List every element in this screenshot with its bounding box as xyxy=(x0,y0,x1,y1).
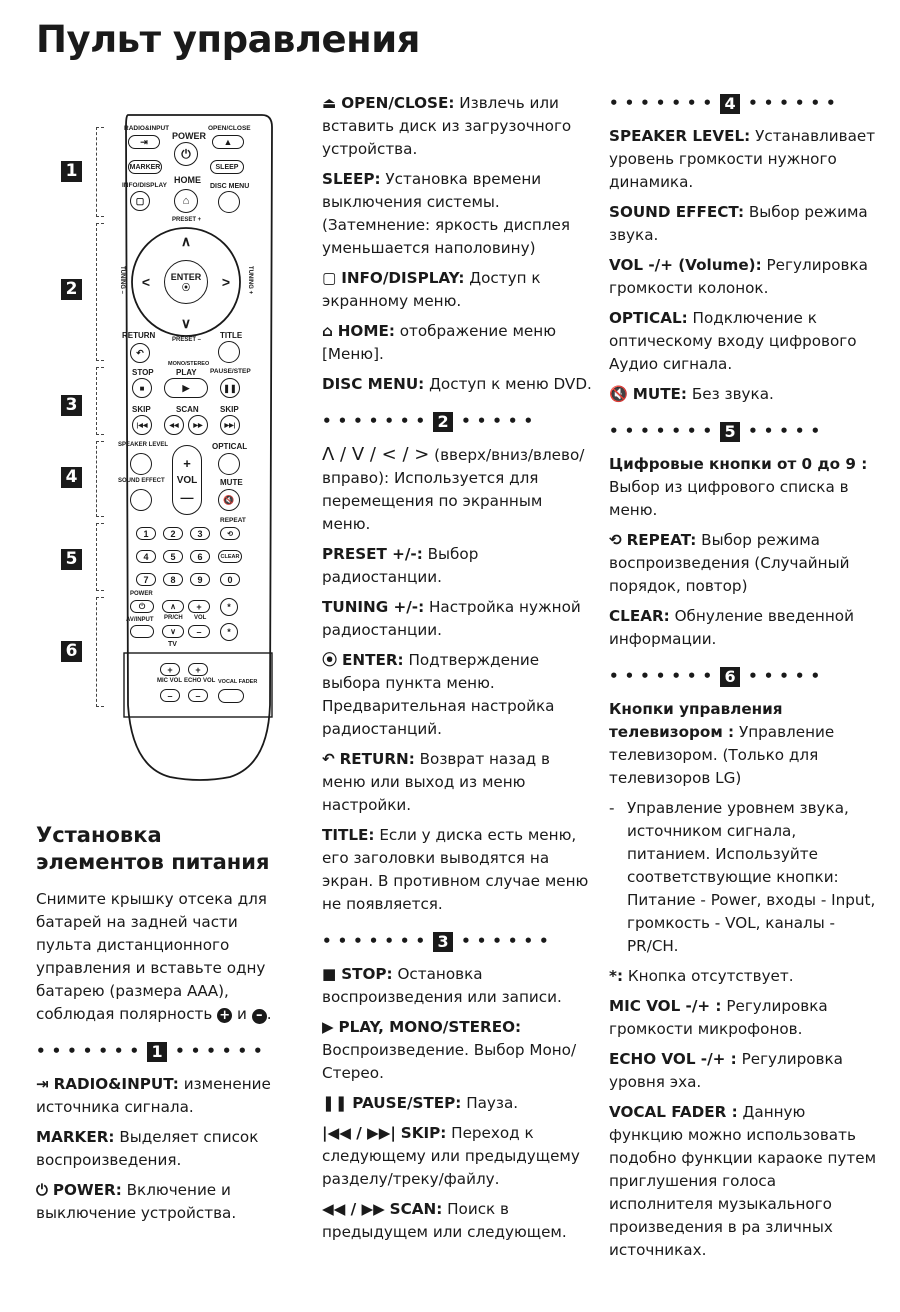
item-preset: PRESET +/-: Выбор радиостанции. xyxy=(322,545,479,586)
item-tv-controls: Кнопки управления телевизором : Управление телевизором. (Только для телевизоров LG) xyxy=(609,700,835,787)
item-radio-input: ⇥ RADIO&INPUT: изменение источника сигнала. xyxy=(36,1075,271,1116)
vocal-fader-label: VOCAL FADER xyxy=(218,679,258,685)
divider-dots: •••••• xyxy=(461,932,555,950)
sleep-button[interactable]: SLEEP xyxy=(210,160,244,174)
digit-4-button[interactable]: 4 xyxy=(136,550,156,563)
repeat-label: REPEAT xyxy=(220,517,246,524)
item-tv-controls-detail: - Управление уровнем звука, источником сигнала, питанием. Используйте соответствующие кнопки: Питание - Power, входы - Input, громкость - VOL, каналы - PR/CH. xyxy=(609,799,876,955)
power-icon: ⏻ xyxy=(36,1181,49,1199)
play-label: PLAY xyxy=(176,368,197,377)
digit-6-button[interactable]: 6 xyxy=(190,550,210,563)
play-icon: ▶ xyxy=(322,1018,334,1036)
pause-step-label: PAUSE/STEP xyxy=(210,368,251,375)
tv-vol-up-button[interactable]: + xyxy=(188,600,210,613)
info-display-button[interactable]: ▢ xyxy=(130,191,150,211)
title-label: TITLE xyxy=(220,331,243,340)
item-power: ⏻ POWER: Включение и выключение устройства. xyxy=(36,1181,237,1222)
item-arrows: Λ / V / < / > (вверх/вниз/влево/вправо): Используется для перемещения по экранным меню. xyxy=(322,444,585,533)
group-number-2: 2 xyxy=(61,279,82,300)
group-number-1: 1 xyxy=(61,161,82,182)
scan-label: SCAN xyxy=(176,405,199,414)
item-sleep: SLEEP: Установка времени выключения системы. (Затемнение: яркость дисплея уменьшается наполовину) xyxy=(322,170,571,257)
skip-label-right: SKIP xyxy=(220,405,239,414)
digit-1-button[interactable]: 1 xyxy=(136,527,156,540)
item-speaker-level: SPEAKER LEVEL: Устанавливает уровень громкости нужного динамика. xyxy=(609,127,876,191)
battery-and: и xyxy=(237,1005,247,1023)
item-stop: ■ STOP: Остановка воспроизведения или записи. xyxy=(322,965,562,1006)
group-bracket-3 xyxy=(96,367,104,435)
enter-icon: ⦿ xyxy=(322,651,338,669)
plus-icon: + xyxy=(217,1008,232,1023)
echo-vol-up-button[interactable]: + xyxy=(188,663,208,676)
group-bracket-6 xyxy=(96,597,104,707)
item-clear: CLEAR: Обнуление введенной информации. xyxy=(609,607,854,648)
minus-icon: – xyxy=(252,1009,267,1024)
group-bracket-5 xyxy=(96,523,104,591)
enter-button[interactable] xyxy=(164,260,208,304)
battery-period: . xyxy=(266,1005,272,1023)
item-title: TITLE: Если у диска есть меню, его заголовки выводятся на экран. В противном случае меню не появляется. xyxy=(322,826,589,913)
divider-dots: ••••• xyxy=(748,667,827,685)
section-number-3: 3 xyxy=(433,932,453,952)
marker-button[interactable]: MARKER xyxy=(128,160,162,174)
nav-left-button[interactable]: < xyxy=(136,272,156,292)
input-icon: ⇥ xyxy=(36,1075,49,1093)
disc-menu-label: DISC MENU xyxy=(210,183,250,190)
tv-power-button[interactable]: ⏻ xyxy=(130,600,154,613)
title-button[interactable] xyxy=(218,341,240,363)
open-close-button[interactable]: ▲ xyxy=(212,135,244,149)
divider-dots: •••••• xyxy=(175,1042,269,1060)
group-number-5: 5 xyxy=(61,549,82,570)
pr-ch-label: PR/CH xyxy=(164,615,183,621)
skip-next-button[interactable]: ▶▶| xyxy=(220,415,240,435)
item-skip: |◀◀ / ▶▶| SKIP: Переход к следующему или предыдущему разделу/треку/файлу. xyxy=(322,1124,580,1188)
star-button-2[interactable]: * xyxy=(220,623,238,641)
display-icon: ▢ xyxy=(322,269,337,287)
nav-down-button[interactable]: ∨ xyxy=(176,313,196,333)
item-sound-effect: SOUND EFFECT: Выбор режима звука. xyxy=(609,203,868,244)
section-number-4: 4 xyxy=(720,94,740,114)
divider-dots: ••••• xyxy=(748,422,827,440)
stop-button[interactable]: ■ xyxy=(132,378,152,398)
item-marker: MARKER: Выделяет список воспроизведения. xyxy=(36,1128,259,1169)
av-input-button[interactable] xyxy=(130,625,154,638)
nav-right-button[interactable]: > xyxy=(216,272,236,292)
item-play: ▶ PLAY, MONO/STEREO: Воспроизведение. Выбор Моно/Стерео. xyxy=(322,1018,577,1082)
preset-minus-label: PRESET – xyxy=(172,337,202,343)
enter-label: ENTER xyxy=(170,271,202,282)
item-digits: Цифровые кнопки от 0 до 9 : Выбор из цифрового списка в меню. xyxy=(609,455,868,519)
digit-8-button[interactable]: 8 xyxy=(163,573,183,586)
play-button[interactable]: ▶ xyxy=(164,378,208,398)
tuning-plus-label: TUNING + xyxy=(247,265,254,295)
digit-3-button[interactable]: 3 xyxy=(190,527,210,540)
sound-effect-button[interactable] xyxy=(130,489,152,511)
tuning-minus-label: TUNING – xyxy=(119,265,126,295)
eject-icon: ⏏ xyxy=(322,94,337,112)
stop-label: STOP xyxy=(132,368,154,377)
skip-prev-button[interactable]: |◀◀ xyxy=(132,415,152,435)
item-mute: 🔇 MUTE: Без звука. xyxy=(609,383,879,406)
group-number-6: 6 xyxy=(61,641,82,662)
home-button[interactable]: ⌂ xyxy=(174,189,198,213)
item-vol: VOL -/+ (Volume): Регулировка громкости колонок. xyxy=(609,256,868,297)
divider-dots: ••••••• xyxy=(609,422,719,440)
pr-ch-down-button[interactable]: ∨ xyxy=(162,625,184,638)
repeat-icon: ⟲ xyxy=(609,531,622,549)
column-3 xyxy=(609,92,879,1269)
battery-instructions: Снимите крышку отсека для батарей на задней части пульта дистанционного управления и вставьте одну батарею (размера ААА), соблюдая полярность xyxy=(36,890,267,1023)
digit-0-button[interactable]: 0 xyxy=(220,573,240,586)
page-title: Пульт управления xyxy=(36,18,420,61)
info-display-label: INFO/DISPLAY xyxy=(122,182,167,189)
digit-9-button[interactable]: 9 xyxy=(190,573,210,586)
item-info-display: ▢ INFO/DISPLAY: Доступ к экранному меню. xyxy=(322,269,541,310)
power-button[interactable]: ⏻ xyxy=(174,142,198,166)
item-repeat: ⟲ REPEAT: Выбор режима воспроизведения (Случайный порядок, повтор) xyxy=(609,531,850,595)
item-scan: ◀◀ / ▶▶ SCAN: Поиск в предыдущем или следующем. xyxy=(322,1200,567,1241)
mic-vol-down-button[interactable]: – xyxy=(160,689,180,702)
divider-dots: ••••••• xyxy=(609,94,719,112)
item-home: ⌂ HOME: отображение меню [Меню]. xyxy=(322,322,556,363)
battery-heading: Установка элементов питания xyxy=(36,823,270,874)
item-optical: OPTICAL: Подключение к оптическому входу цифрового Аудио сигнала. xyxy=(609,309,857,373)
item-enter: ⦿ ENTER: Подтверждение выбора пункта меню. Предварительная настройка радиостанций. xyxy=(322,651,555,738)
divider-dots: ••••••• xyxy=(609,667,719,685)
digit-7-button[interactable]: 7 xyxy=(136,573,156,586)
group-bracket-2 xyxy=(96,223,104,361)
scan-forward-button[interactable]: ▶▶ xyxy=(188,415,208,435)
section-number-6: 6 xyxy=(720,667,740,687)
divider-dots: ••••• xyxy=(461,412,540,430)
divider-dots: •••••• xyxy=(748,94,842,112)
enter-dot-icon: ⦿ xyxy=(182,282,190,292)
tv-vol-down-button[interactable]: – xyxy=(188,625,210,638)
pause-step-button[interactable]: ❚❚ xyxy=(220,378,240,398)
divider-dots: ••••••• xyxy=(36,1042,146,1060)
column-1 xyxy=(36,822,296,1232)
mic-vol-up-button[interactable]: + xyxy=(160,663,180,676)
section-divider-5 xyxy=(609,420,879,443)
item-mic-vol: MIC VOL -/+ : Регулировка громкости микрофонов. xyxy=(609,997,828,1038)
return-button[interactable]: ↶ xyxy=(130,343,150,363)
vol-rocker[interactable] xyxy=(172,445,202,515)
vol-minus-icon: — xyxy=(180,489,194,505)
digit-2-button[interactable]: 2 xyxy=(163,527,183,540)
nav-up-button[interactable]: ∧ xyxy=(176,231,196,251)
item-return: ↶ RETURN: Возврат назад в меню или выход из меню настройки. xyxy=(322,750,550,814)
section-divider-4 xyxy=(609,92,879,115)
remote-illustration xyxy=(60,105,290,785)
mono-stereo-label: MONO/STEREO xyxy=(168,361,210,367)
item-star: *: Кнопка отсутствует. xyxy=(609,967,794,985)
scan-icon: ◀◀ / ▶▶ xyxy=(322,1200,385,1218)
power-label: POWER xyxy=(172,131,207,141)
item-pause: ❚❚ PAUSE/STEP: Пауза. xyxy=(322,1092,592,1115)
disc-menu-button[interactable] xyxy=(218,191,240,213)
home-label: HOME xyxy=(174,175,201,185)
star-button-1[interactable]: * xyxy=(220,598,238,616)
mute-icon: 🔇 xyxy=(609,385,628,403)
tv-label: TV xyxy=(168,641,177,648)
group-bracket-4 xyxy=(96,441,104,517)
divider-dots: ••••••• xyxy=(322,412,432,430)
radio-input-label: RADIO&INPUT xyxy=(124,125,170,132)
section-divider-6 xyxy=(609,665,879,688)
item-disc-menu: DISC MENU: Доступ к меню DVD. xyxy=(322,375,592,393)
section-number-2: 2 xyxy=(433,412,453,432)
column-2 xyxy=(322,92,592,1251)
preset-plus-label: PRESET + xyxy=(172,217,202,223)
item-open-close: ⏏ OPEN/CLOSE: Извлечь или вставить диск из загрузочного устройства. xyxy=(322,94,572,158)
vol-label: VOL xyxy=(176,474,198,486)
item-vocal-fader: VOCAL FADER : Данную функцию можно использовать подобно функции караоке путем приглушения голоса исполнителя музыкального произведения в ра зличных источниках. xyxy=(609,1103,877,1259)
echo-vol-label: ECHO VOL xyxy=(184,678,216,684)
skip-icon: |◀◀ / ▶▶| xyxy=(322,1124,396,1142)
item-echo-vol: ECHO VOL -/+ : Регулировка уровня эха. xyxy=(609,1050,843,1091)
return-label: RETURN xyxy=(122,331,156,340)
open-close-label: OPEN/CLOSE xyxy=(208,125,251,132)
pause-icon: ❚❚ xyxy=(322,1094,348,1112)
speaker-level-label: SPEAKER LEVEL xyxy=(118,442,169,448)
mute-label: MUTE xyxy=(220,478,243,487)
section-divider-1 xyxy=(36,1040,296,1063)
digit-5-button[interactable]: 5 xyxy=(163,550,183,563)
group-number-4: 4 xyxy=(61,467,82,488)
battery-text xyxy=(36,888,296,1026)
group-bracket-1 xyxy=(96,127,104,217)
item-tuning: TUNING +/-: Настройка нужной радиостанции. xyxy=(322,598,581,639)
speaker-level-button[interactable] xyxy=(130,453,152,475)
radio-input-button[interactable]: ⇥ xyxy=(128,135,160,149)
echo-vol-down-button[interactable]: – xyxy=(188,689,208,702)
section-divider-2 xyxy=(322,410,592,433)
vol-plus-icon: + xyxy=(183,455,191,471)
sound-effect-label: SOUND EFFECT xyxy=(118,478,165,484)
repeat-button[interactable]: ⟲ xyxy=(220,527,240,540)
mute-button[interactable]: 🔇 xyxy=(218,489,240,511)
section-number-1: 1 xyxy=(147,1042,167,1062)
av-input-label: AV/INPUT xyxy=(126,617,154,623)
tv-vol-label: VOL xyxy=(194,615,207,621)
skip-label-left: SKIP xyxy=(132,405,151,414)
vocal-fader-button[interactable] xyxy=(218,689,244,703)
group-number-3: 3 xyxy=(61,395,82,416)
pr-ch-up-button[interactable]: ∧ xyxy=(162,600,184,613)
divider-dots: ••••••• xyxy=(322,932,432,950)
return-icon: ↶ xyxy=(322,750,335,768)
optical-button[interactable] xyxy=(218,453,240,475)
home-icon: ⌂ xyxy=(322,322,333,340)
mic-vol-label: MIC VOL xyxy=(157,678,182,684)
scan-back-button[interactable]: ◀◀ xyxy=(164,415,184,435)
optical-label: OPTICAL xyxy=(212,442,248,451)
stop-icon: ■ xyxy=(322,965,337,983)
section-divider-3 xyxy=(322,930,592,953)
section-number-5: 5 xyxy=(720,422,740,442)
tv-power-label: POWER xyxy=(130,591,153,597)
clear-button[interactable]: CLEAR xyxy=(218,550,242,563)
